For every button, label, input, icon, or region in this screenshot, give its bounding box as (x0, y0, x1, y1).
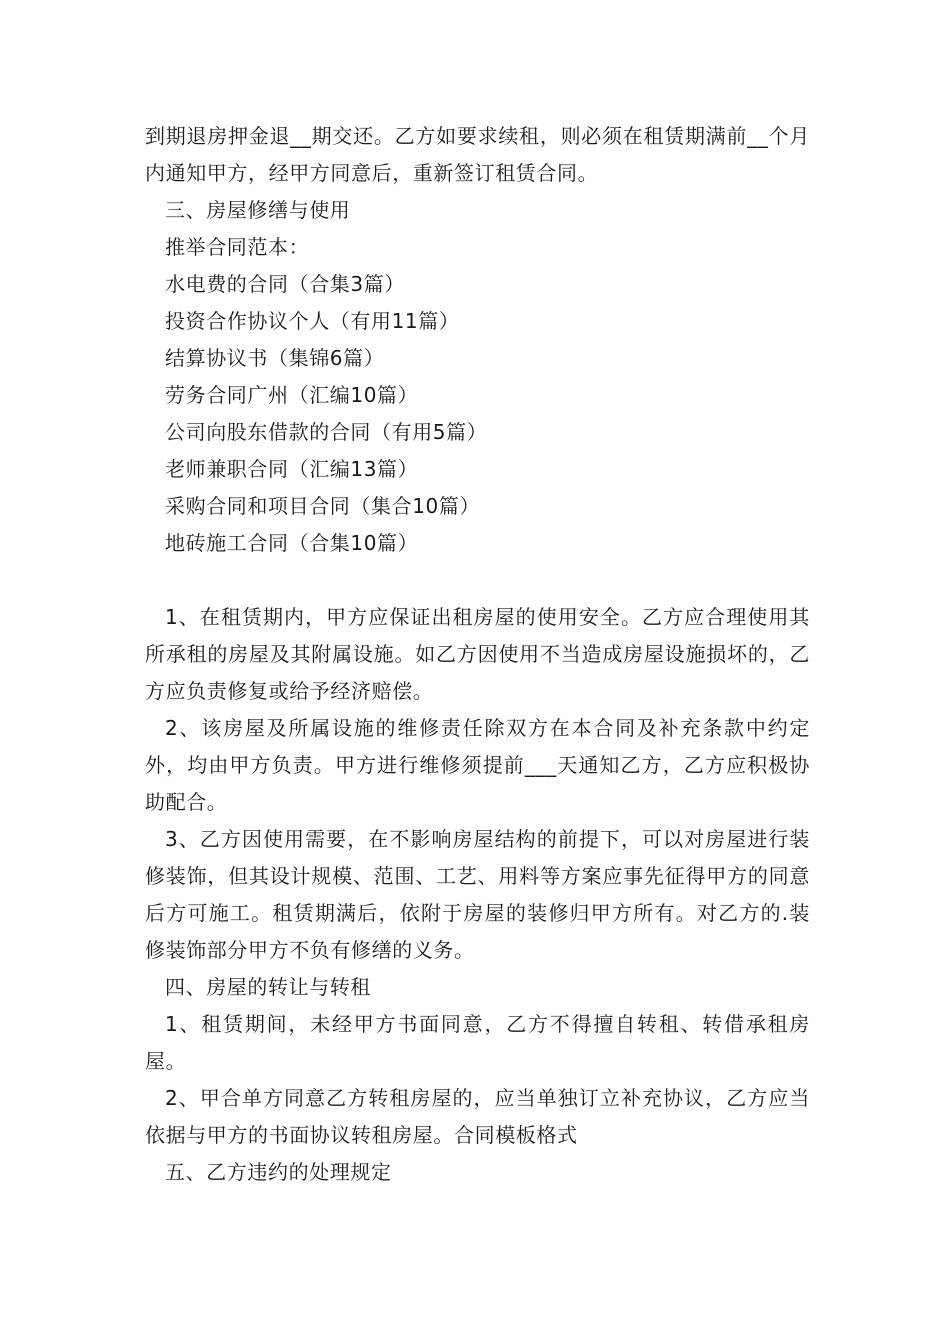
blank-line (145, 562, 810, 599)
recommended-link-1[interactable]: 水电费的合同（合集3篇） (165, 272, 405, 296)
clause-4-2: 2、甲合单方同意乙方转租房屋的，应当单独订立补充协议，乙方应当依据与甲方的书面协议转租房屋。合同模板格式 (145, 1086, 810, 1147)
clause-3-2: 2、该房屋及所属设施的维修责任除双方在本合同及补充条款中约定外，均由甲方负责。甲方进行维修须提前___天通知乙方，乙方应积极协助配合。 (145, 716, 810, 814)
recommended-templates-heading: 推举合同范本： (165, 235, 310, 259)
clause-4-1: 1、租赁期间，未经甲方书面同意，乙方不得擅自转租、转借承租房屋。 (145, 1012, 810, 1073)
recommended-link-8[interactable]: 地砖施工合同（合集10篇） (165, 531, 419, 555)
section-heading-breach: 五、乙方违约的处理规定 (165, 1160, 392, 1184)
document-body (145, 118, 810, 1191)
section-heading-repair-use: 三、房屋修缮与使用 (165, 198, 351, 222)
section-heading-transfer-sublet: 四、房屋的转让与转租 (165, 975, 371, 999)
clause-3-3: 3、乙方因使用需要，在不影响房屋结构的前提下，可以对房屋进行装修装饰，但其设计规模、范围、工艺、用料等方案应事先征得甲方的同意后方可施工。租赁期满后，依附于房屋的装修归甲方所有。对乙方的.装修装饰部分甲方不负有修缮的义务。 (145, 827, 810, 962)
recommended-link-4[interactable]: 劳务合同广州（汇编10篇） (165, 383, 419, 407)
clause-3-1: 1、在租赁期内，甲方应保证出租房屋的使用安全。乙方应合理使用其所承租的房屋及其附属设施。如乙方因使用不当造成房屋设施损坏的，乙方应负责修复或给予经济赔偿。 (145, 605, 810, 703)
recommended-link-3[interactable]: 结算协议书（集锦6篇） (165, 346, 385, 370)
recommended-link-6[interactable]: 老师兼职合同（汇编13篇） (165, 457, 419, 481)
paragraph-deposit-renewal: 到期退房押金退__期交还。乙方如要求续租，则必须在租赁期满前__个月内通知甲方，经甲方同意后，重新签订租赁合同。 (145, 124, 810, 185)
recommended-link-7[interactable]: 采购合同和项目合同（集合10篇） (165, 494, 481, 518)
recommended-link-5[interactable]: 公司向股东借款的合同（有用5篇） (165, 420, 488, 444)
recommended-link-2[interactable]: 投资合作协议个人（有用11篇） (165, 309, 460, 333)
